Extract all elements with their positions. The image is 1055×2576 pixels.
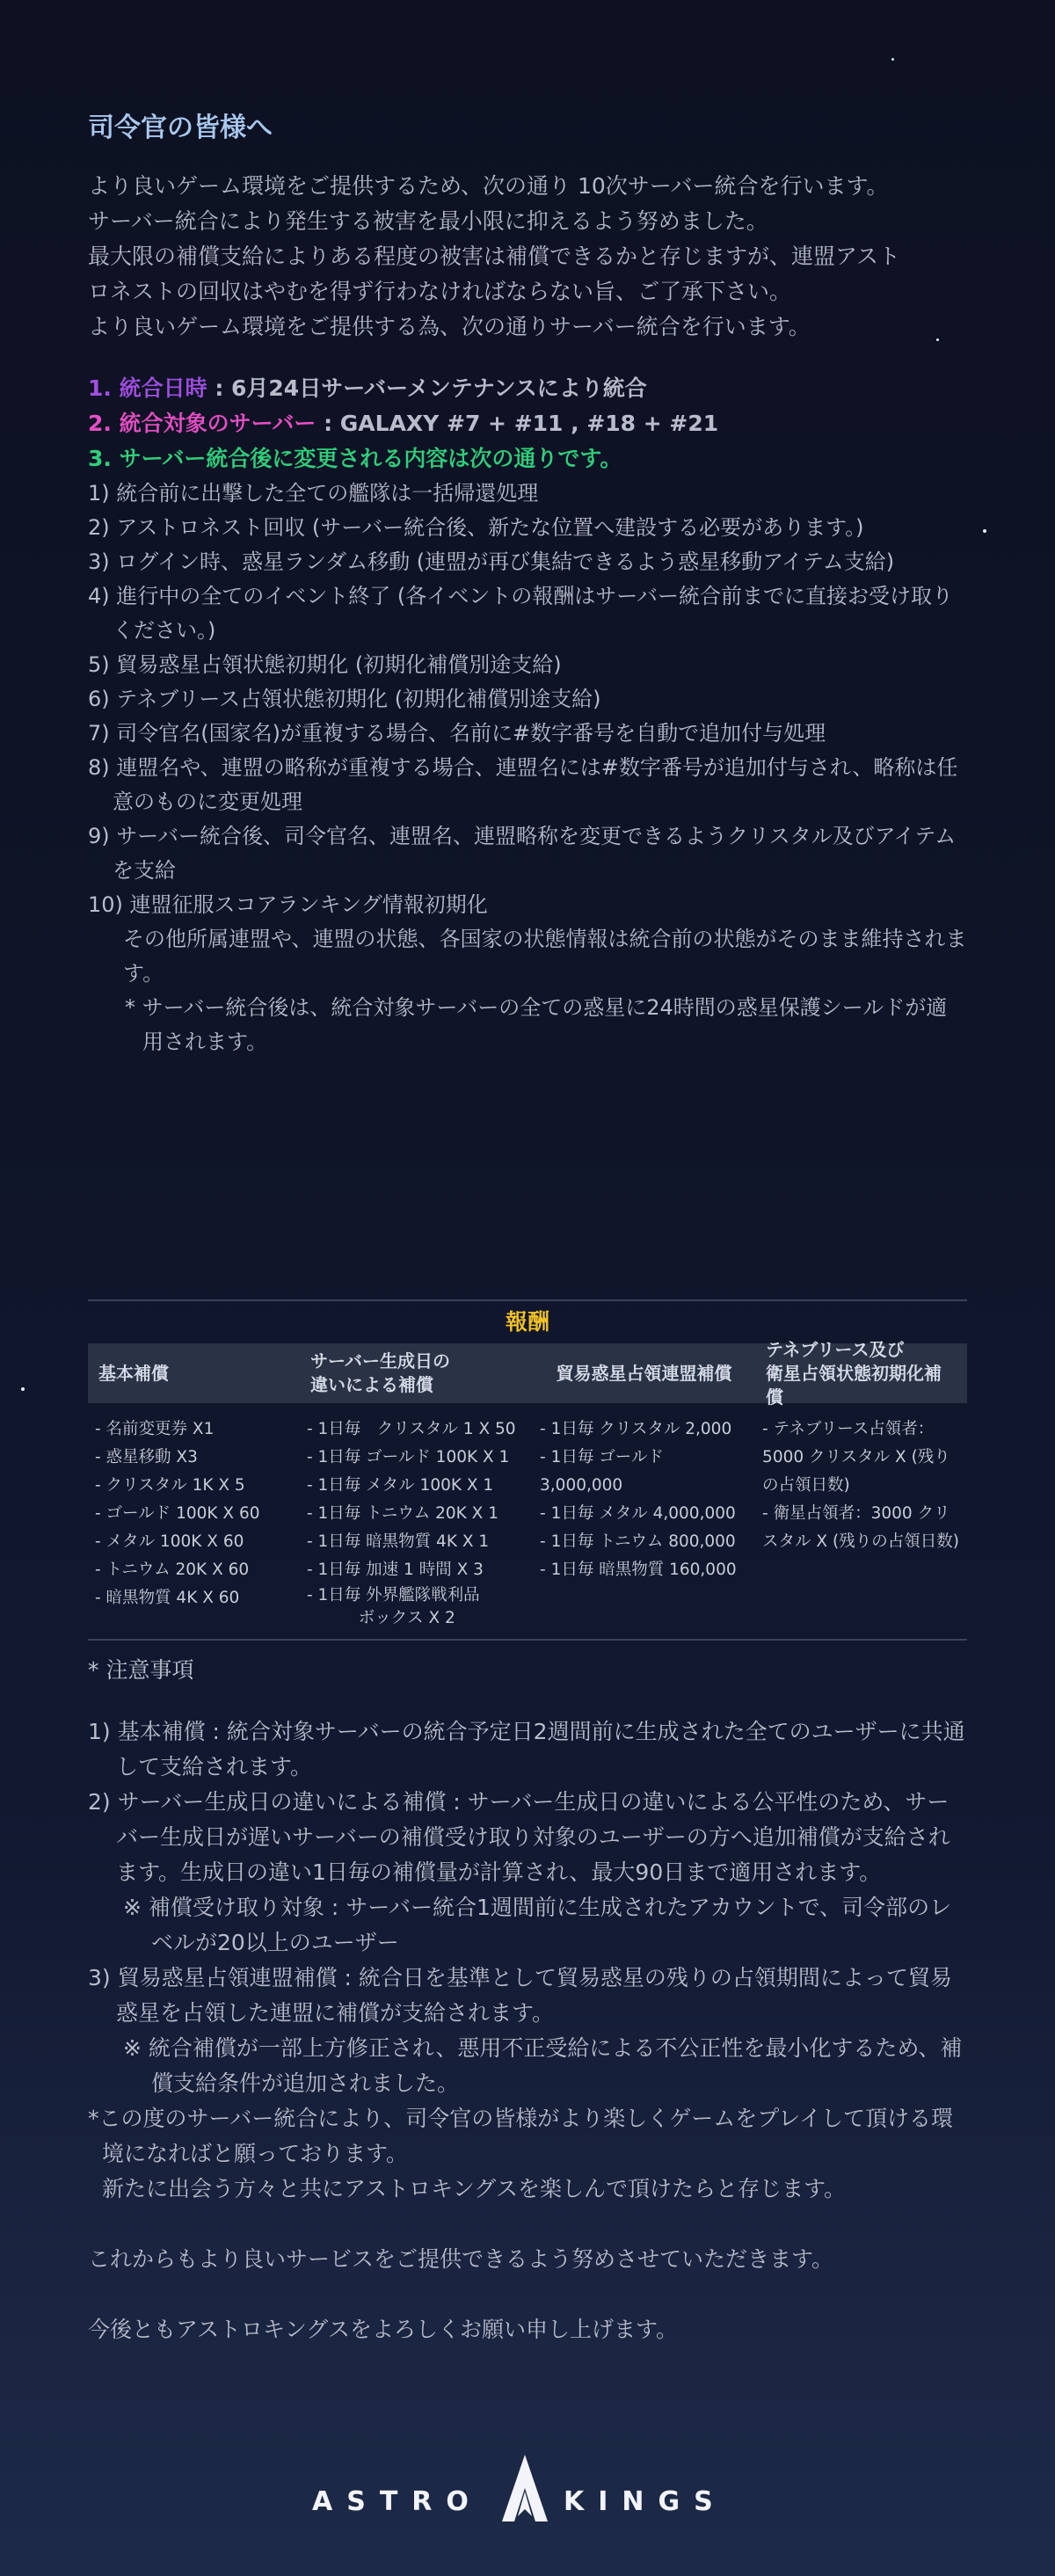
caution-body bbox=[88, 1714, 967, 2347]
reward-item: - テネブリース占領者： 5000 クリスタル X (残り の占領日数) bbox=[762, 1420, 950, 1495]
reward-column-body bbox=[533, 1403, 755, 1593]
retained-state-note: その他所属連盟や、連盟の状態、各国家の状態情報は統合前の状態がそのまま維持されます。 bbox=[123, 927, 967, 986]
caution-title: * 注意事項 bbox=[88, 1657, 194, 1683]
closing-line: 今後ともアストロキングスをよろしくお願い申し上げます。 bbox=[88, 2317, 679, 2342]
change-item: 1) 統合前に出撃した全ての艦隊は一括帰還処理 bbox=[88, 481, 539, 506]
reward-item: - クリスタル 1K X 5 bbox=[95, 1476, 245, 1495]
reward-item: - 1日毎 トニウム 800,000 bbox=[540, 1532, 736, 1551]
reward-table bbox=[88, 1299, 967, 1641]
changes-heading: 3. サーバー統合後に変更される内容は次の通りです。 bbox=[88, 446, 622, 471]
closing-line: これからもより良いサービスをご提供できるよう努めさせていただきます。 bbox=[88, 2246, 834, 2272]
reward-column-body bbox=[88, 1403, 300, 1621]
reward-column-header: 貿易惑星占領連盟補償 bbox=[533, 1343, 755, 1403]
shield-note: * サーバー統合後は、統合対象サーバーの全ての惑星に24時間の惑星保護シールドが適用されます。 bbox=[125, 995, 948, 1054]
reward-column-body bbox=[755, 1403, 967, 1565]
merge-servers-label: 2. 統合対象のサーバー bbox=[88, 411, 316, 436]
merge-date-line bbox=[88, 371, 967, 406]
intro-line: 最大限の補償支給によりある程度の被害は補償できるかと存じますが、連盟アスト bbox=[88, 244, 901, 269]
reward-item: - 暗黒物質 4K X 60 bbox=[95, 1589, 240, 1607]
change-item: 4) 進行中の全てのイベント終了 (各イベントの報酬はサーバー統合前までに直接お受け取りください。) bbox=[88, 584, 954, 643]
reward-column-header: サーバー生成日の 違いによる補償 bbox=[300, 1343, 533, 1403]
intro-line: ロネストの回収はやむを得ず行わなければならない旨、ご了承下さい。 bbox=[88, 279, 792, 304]
reward-column bbox=[88, 1343, 300, 1639]
change-item: 5) 貿易惑星占領状態初期化 (初期化補償別途支給) bbox=[88, 652, 562, 677]
change-item: 2) アストロネスト回収 (サーバー統合後、新たな位置へ建設する必要があります。) bbox=[88, 515, 864, 540]
reward-column-body bbox=[300, 1403, 533, 1639]
merge-servers-line bbox=[88, 406, 967, 441]
reward-item: - ゴールド 100K X 60 bbox=[95, 1504, 260, 1523]
reward-column bbox=[300, 1343, 533, 1639]
reward-title: 報酬 bbox=[505, 1309, 549, 1335]
caution-item: 1) 基本補償 : 統合対象サーバーの統合予定日2週間前に生成された全てのユーザーに共通して支給されます。 bbox=[88, 1719, 965, 1779]
reward-item: - 1日毎 クリスタル 2,000 bbox=[540, 1420, 732, 1438]
reward-item: - 1日毎 加速 1 時間 X 3 bbox=[306, 1561, 484, 1579]
change-item: 3) ログイン時、惑星ランダム移動 (連盟が再び集結できるよう惑星移動アイテム支給) bbox=[88, 549, 895, 574]
reward-item: - 1日毎 暗黒物質 4K X 1 bbox=[306, 1532, 490, 1551]
star-decoration bbox=[891, 58, 894, 61]
merge-date-label: 1. 統合日時 bbox=[88, 375, 207, 401]
caution-item: 3) 貿易惑星占領連盟補償 : 統合日を基準として貿易惑星の残りの占領期間によって貿易惑星を占領した連盟に補償が支給されます。 bbox=[88, 1965, 952, 2026]
reward-item: - 1日毎 ゴールド 3,000,000 bbox=[540, 1448, 669, 1495]
page-title: 司令官の皆様へ bbox=[88, 113, 273, 143]
change-item: 8) 連盟名や、連盟の略称が重複する場合、連盟名には#数字番号が追加付与され、略称は任意のものに変更処理 bbox=[88, 755, 958, 814]
intro-line: より良いゲーム環境をご提供する為、次の通りサーバー統合を行います。 bbox=[88, 314, 811, 339]
caution-subnote: ※ 統合補償が一部上方修正され、悪用不正受給による不公正性を最小化するため、補償支給条件が追加されました。 bbox=[123, 2035, 963, 2096]
intro-line: より良いゲーム環境をご提供するため、次の通り 10次サーバー統合を行います。 bbox=[88, 173, 889, 199]
notice-content bbox=[88, 106, 967, 1059]
caution-subnote: ※ 補償受け取り対象 : サーバー統合1週間前に生成されたアカウントで、司令部のレベルが20以上のユーザー bbox=[123, 1895, 952, 1955]
merge-details bbox=[88, 371, 967, 1059]
reward-column bbox=[755, 1338, 967, 1639]
reward-item: - 1日毎 ゴールド 100K X 1 bbox=[306, 1448, 510, 1466]
change-item: 9) サーバー統合後、司令官名、連盟名、連盟略称を変更できるようクリスタル及びアイテムを支給 bbox=[88, 824, 957, 883]
reward-item: - 惑星移動 X3 bbox=[95, 1448, 198, 1466]
caution-item: 2) サーバー生成日の違いによる補償 : サーバー生成日の違いによる公平性のため、サーバー生成日が遅いサーバーの補償受け取り対象のユーザーの方へ追加補償が支給されます。生成日の違い1日毎の補償量が計算され、最大90日まで適用されます。 bbox=[88, 1789, 950, 1885]
star-decoration bbox=[21, 1387, 25, 1391]
reward-item: - メタル 100K X 60 bbox=[95, 1532, 244, 1551]
reward-item: - 1日毎 暗黒物質 160,000 bbox=[540, 1561, 737, 1579]
spacer bbox=[88, 2207, 967, 2242]
intro-paragraph bbox=[88, 169, 967, 345]
intro-line: サーバー統合により発生する被害を最小限に抑えるよう努めました。 bbox=[88, 208, 768, 234]
caution-section bbox=[88, 1653, 967, 2347]
astrokings-logo bbox=[312, 2453, 743, 2532]
reward-column bbox=[533, 1343, 755, 1639]
reward-item: - 1日毎 クリスタル 1 X 50 bbox=[306, 1420, 516, 1438]
reward-item: - 1日毎 外界艦隊戦利品 ボックス X 2 bbox=[306, 1586, 480, 1627]
reward-item: - 1日毎 メタル 4,000,000 bbox=[540, 1504, 736, 1523]
closing-line: *この度のサーバー統合により、司令官の皆様がより楽しくゲームをプレイして頂ける環境になればと願っております。 bbox=[88, 2106, 954, 2166]
change-item: 6) テネブリース占領状態初期化 (初期化補償別途支給) bbox=[88, 687, 601, 711]
merge-date-value: : 6月24日サーバーメンテナンスにより統合 bbox=[207, 375, 647, 401]
reward-item: - 1日毎 メタル 100K X 1 bbox=[306, 1476, 494, 1495]
change-item: 10) 連盟征服スコアランキング情報初期化 bbox=[88, 892, 488, 917]
reward-item: - 1日毎 トニウム 20K X 1 bbox=[306, 1504, 499, 1523]
logo-emblem-icon bbox=[497, 2453, 553, 2523]
spacer bbox=[88, 2277, 967, 2312]
reward-column-header: 基本補償 bbox=[88, 1343, 300, 1403]
reward-item: - 衛星占領者：3000 クリ スタル X (残りの占領日数) bbox=[762, 1504, 959, 1551]
merge-servers-value: : GALAXY #7 + #11 , #18 + #21 bbox=[316, 411, 719, 436]
logo-text-left: ASTRO bbox=[312, 2486, 483, 2517]
reward-columns bbox=[88, 1338, 967, 1639]
star-decoration bbox=[983, 529, 986, 533]
logo-text-right: KINGS bbox=[564, 2486, 727, 2517]
closing-line: 新たに出会う方々と共にアストロキングスを楽しんで頂けたらと存じます。 bbox=[102, 2176, 847, 2201]
reward-item: - 名前変更券 X1 bbox=[95, 1420, 215, 1438]
changes-list bbox=[88, 477, 967, 922]
reward-column-header: テネブリース及び 衛星占領状態初期化補償 bbox=[755, 1343, 967, 1403]
reward-item: - トニウム 20K X 60 bbox=[95, 1561, 250, 1579]
change-item: 7) 司令官名(国家名)が重複する場合、名前に#数字番号を自動で追加付与処理 bbox=[88, 721, 826, 746]
